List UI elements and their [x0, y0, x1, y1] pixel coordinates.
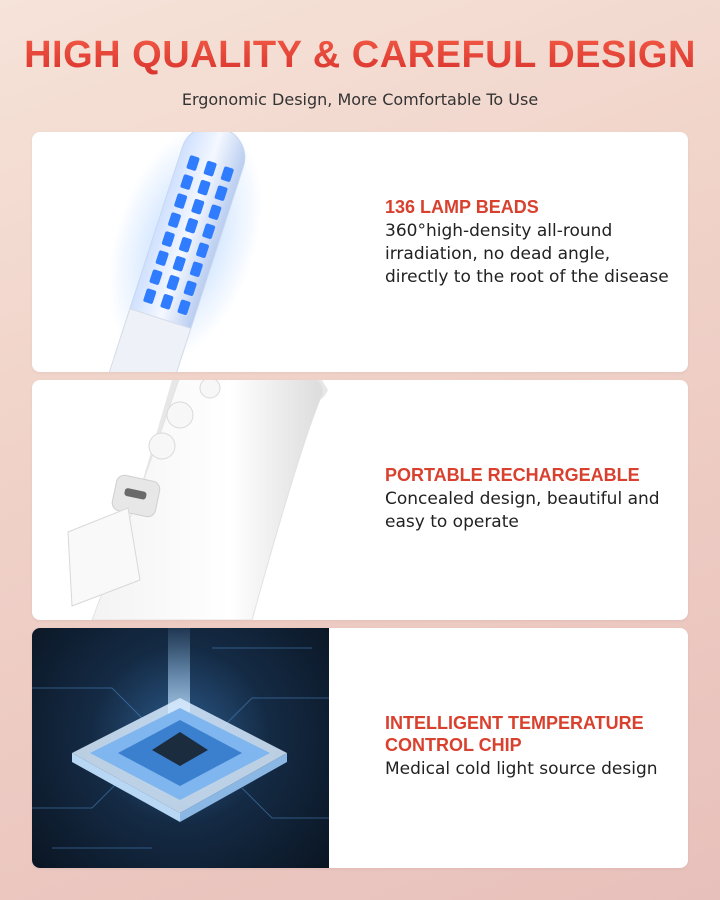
- feature-description: 360°high-density all-round irradiation, no dead angle, directly to the root of the disease: [385, 221, 669, 287]
- feature-description: Concealed design, beautiful and easy to operate: [385, 489, 660, 532]
- feature-text-rechargeable: [385, 464, 675, 534]
- chip-image: [32, 628, 329, 868]
- page-title: HIGH QUALITY & CAREFUL DESIGN: [0, 34, 720, 77]
- feature-title: INTELLIGENT TEMPERATURE CONTROL CHIP: [385, 713, 644, 755]
- feature-title: 136 LAMP BEADS: [385, 197, 539, 217]
- feature-card-rechargeable: [32, 380, 688, 620]
- feature-text-chip: [385, 712, 675, 781]
- feature-card-chip: [32, 628, 688, 868]
- feature-title: PORTABLE RECHARGEABLE: [385, 465, 640, 485]
- feature-text-lamp-beads: [385, 196, 675, 289]
- uv-wand-image: [32, 132, 352, 372]
- feature-card-lamp-beads: [32, 132, 688, 372]
- page-subtitle: Ergonomic Design, More Comfortable To Use: [181, 90, 539, 109]
- device-handle-image: [32, 380, 352, 620]
- feature-description: Medical cold light source design: [385, 759, 658, 779]
